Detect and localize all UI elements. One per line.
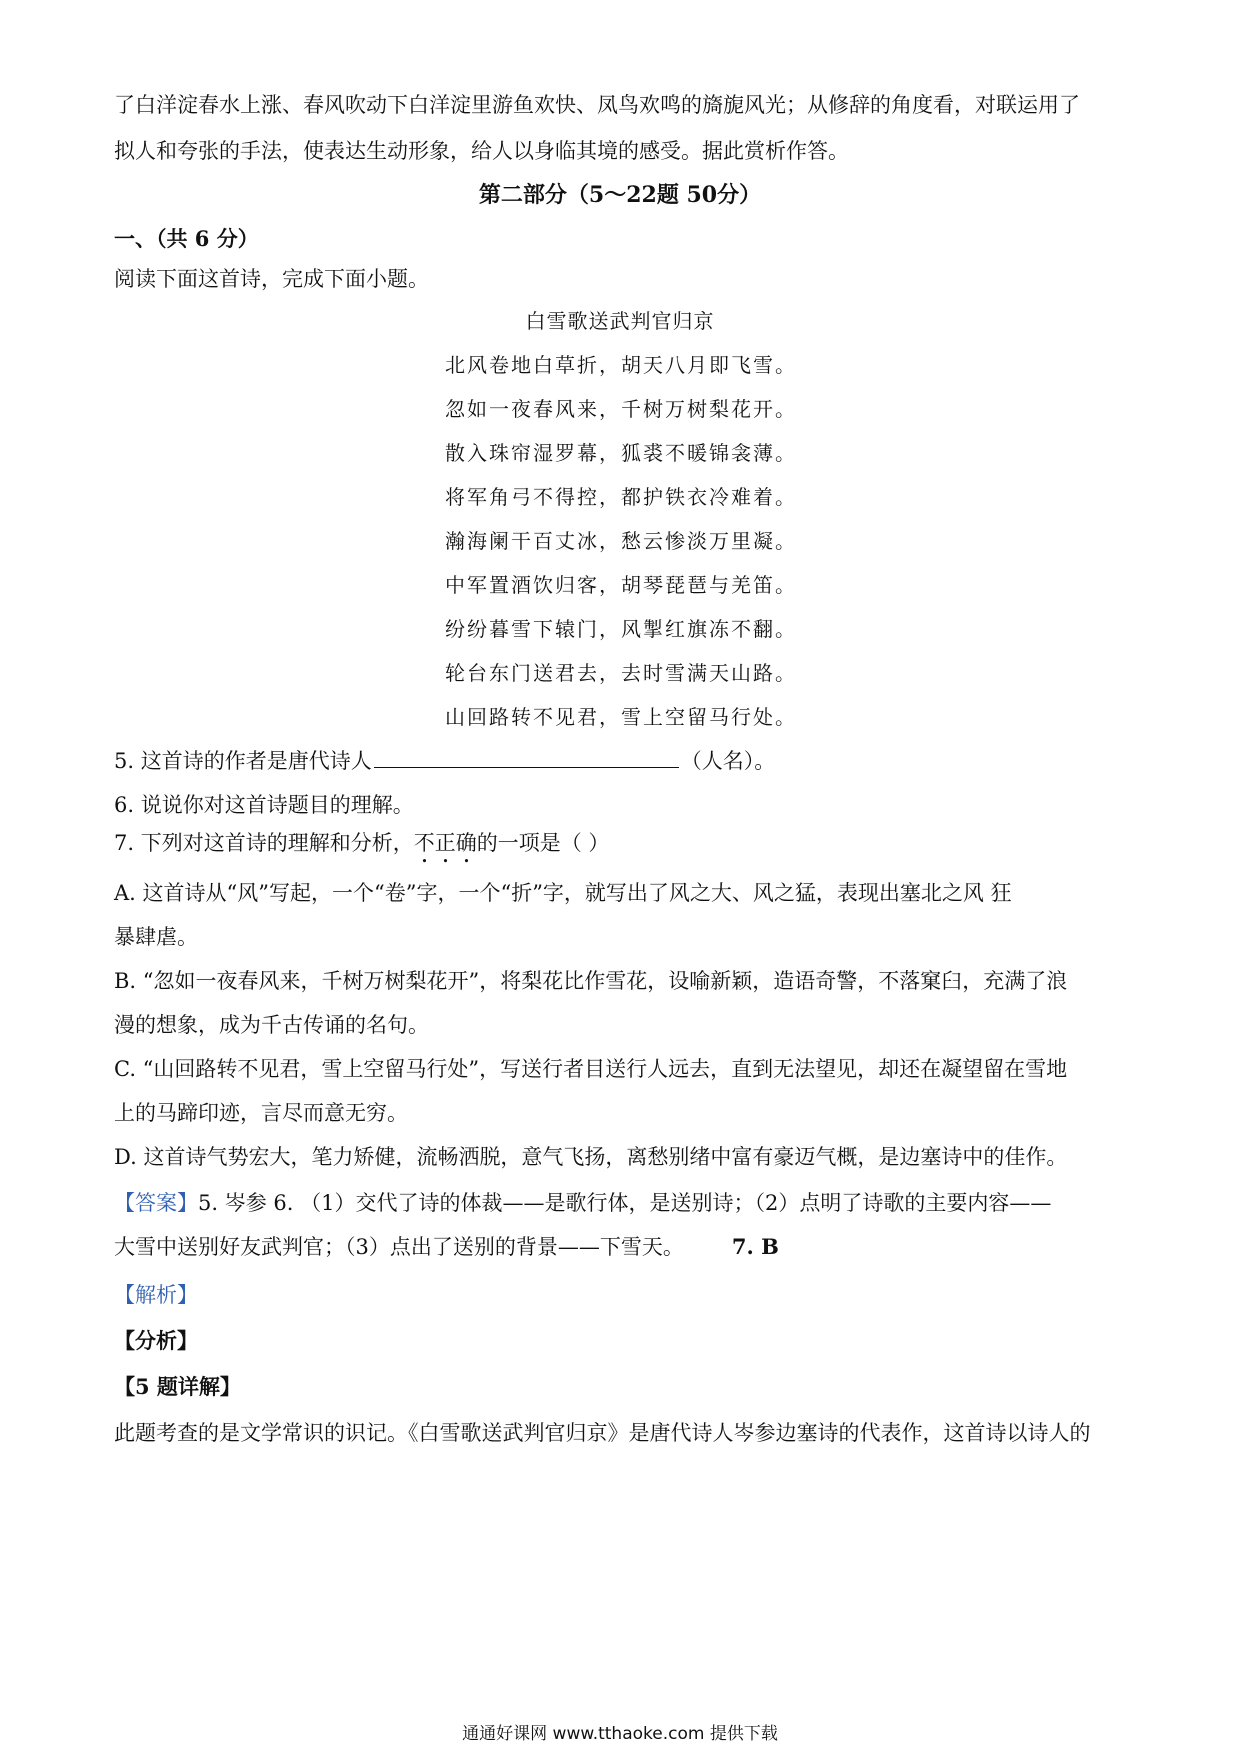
poem-line: 中军置酒饮归客，胡琴琵琶与羌笛。 [445, 573, 797, 597]
option-a-line-2: 暴肆虐。 [114, 925, 198, 949]
question-7 [114, 828, 1134, 868]
answer-q7: 7. B [731, 1234, 779, 1259]
option-a-line-1: A. 这首诗从“风”写起，一个“卷”字，一个“折”字，就写出了风之大、风之猛，表现出塞北之风 狂 [114, 881, 1012, 905]
question-7-suffix: 的一项是（ ） [476, 831, 610, 855]
question-5 [114, 746, 1134, 776]
intro-line-1: 了白洋淀春水上涨、春风吹动下白洋淀里游鱼欢快、凤鸟欢鸣的旖旎风光；从修辞的角度看，对联运用了 [114, 93, 1080, 117]
question-7-emphasis: 不正确 [413, 831, 477, 855]
answer-line-1 [114, 1188, 1134, 1218]
question-5-suffix: （人名）。 [680, 749, 776, 773]
answer-line-2 [114, 1232, 1134, 1262]
poem-line: 轮台东门送君去，去时雪满天山路。 [445, 661, 797, 685]
option-c-line-1: C. “山回路转不见君，雪上空留马行处”，写送行者目送行人远去，直到无法望见，却还在凝望留在雪地 [114, 1057, 1068, 1081]
answer-text-2: 大雪中送别好友武判官；（3）点出了送别的背景——下雪天。 [114, 1235, 684, 1259]
poem-line: 瀚海阑干百丈冰，愁云惨淡万里凝。 [445, 529, 797, 553]
poem-line: 散入珠帘湿罗幕，狐裘不暖锦衾薄。 [445, 441, 797, 465]
detail-text: 此题考查的是文学常识的识记。《白雪歌送武判官归京》是唐代诗人岑参边塞诗的代表作，这首诗以诗人的 [114, 1421, 1091, 1445]
analysis-fenxi: 【分析】 [114, 1328, 198, 1353]
analysis-tag: 【解析】 [114, 1283, 198, 1307]
intro-line-2: 拟人和夸张的手法，使表达生动形象，给人以身临其境的感受。据此赏析作答。 [114, 139, 849, 163]
poem-line: 忽如一夜春风来，千树万树梨花开。 [445, 397, 797, 421]
part-title: 第二部分（5～22题 50分） [478, 182, 762, 208]
poem-line: 将军角弓不得控，都护铁衣冷难着。 [445, 485, 797, 509]
option-c-line-2: 上的马蹄印迹，言尽而意无穷。 [114, 1101, 408, 1125]
section-heading: 一、（共 6 分） [114, 226, 259, 251]
option-d: D. 这首诗气势宏大，笔力矫健，流畅洒脱，意气飞扬，离愁别绪中富有豪迈气概，是边塞诗中的佳作。 [114, 1145, 1068, 1169]
answer-blank [374, 747, 679, 768]
poem-line: 纷纷暮雪下辕门，风掣红旗冻不翻。 [445, 617, 797, 641]
detail-heading: 【5 题详解】 [114, 1374, 241, 1399]
section-instruction: 阅读下面这首诗，完成下面小题。 [114, 267, 429, 291]
poem-line: 北风卷地白草折，胡天八月即飞雪。 [445, 353, 797, 377]
poem-title: 白雪歌送武判官归京 [525, 309, 715, 333]
question-7-prefix: 7. 下列对这首诗的理解和分析， [114, 831, 414, 855]
footer-watermark: 通通好课网 www.tthaoke.com 提供下载 [462, 1724, 778, 1744]
answer-tag: 【答案】 [114, 1191, 198, 1215]
option-b-line-1: B. “忽如一夜春风来，千树万树梨花开”，将梨花比作雪花，设喻新颖，造语奇警，不落窠臼，充满了浪 [114, 969, 1068, 993]
option-b-line-2: 漫的想象，成为千古传诵的名句。 [114, 1013, 429, 1037]
poem-line: 山回路转不见君，雪上空留马行处。 [445, 705, 797, 729]
answer-text: 5. 岑参 6. （1）交代了诗的体裁——是歌行体，是送别诗；（2）点明了诗歌的主要内容—— [198, 1191, 1052, 1215]
question-6: 6. 说说你对这首诗题目的理解。 [114, 793, 414, 817]
question-5-prefix: 5. 这首诗的作者是唐代诗人 [114, 749, 372, 773]
